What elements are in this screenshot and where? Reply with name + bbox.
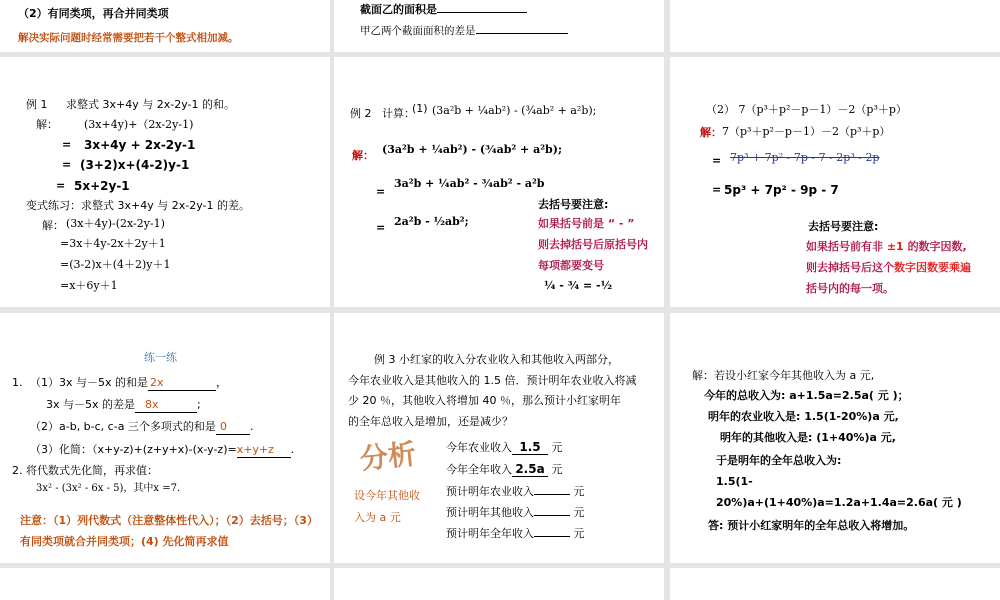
- variant-step-3: =(3-2)x＋(4＋2)y＋1: [60, 258, 171, 271]
- slide-1: [0, 0, 330, 52]
- step-3: 2a²b - ½ab²;: [394, 215, 469, 228]
- solution-line-2: 今年的总收入为: a+1.5a=2.5a( 元 )；: [704, 389, 909, 402]
- slide-6: [670, 57, 1000, 307]
- q1-b: 3x 与－5x 的差是 8x ;: [46, 398, 201, 411]
- example-line-2: 今年农业收入是其他收入的 1.5 倍．预计明年农业收入将减: [348, 374, 637, 387]
- step-1: 7（p³＋p²－p－1）－2（p³＋p）: [722, 125, 891, 138]
- q2: 2. 将代数式先化简，再求值：: [12, 464, 158, 477]
- solution-line-6: 1.5(1-: [716, 475, 753, 488]
- slide-7: [0, 313, 330, 563]
- slide-3: [670, 0, 1000, 52]
- answer-line: 答: 预计小红家明年的全年总收入将增加。: [708, 519, 915, 532]
- solution-label: 解：: [36, 118, 58, 131]
- note-line-2: 则去掉括号后原括号内: [538, 238, 648, 251]
- solution-line-4: 明年的其他收入是: (1+40%)a 元,: [720, 431, 896, 444]
- calc-label: 计算：: [382, 107, 415, 120]
- fraction-equation: ¼ - ¾ = -½: [544, 279, 613, 292]
- slide-9: [670, 313, 1000, 563]
- note-title: 去括号要注意:: [808, 220, 879, 233]
- step-2: 7p³ + 7p² - 7p - 7 - 2p³ - 2p: [730, 151, 880, 164]
- solution-line-1: 解：若设小红家今年其他收入为 a 元,: [692, 369, 875, 382]
- heading: （2）有同类项，再合并同类项: [18, 7, 169, 20]
- step-1: (3a²b + ¼ab²) - (¾ab² + a²b);: [382, 143, 563, 156]
- diff-line: 甲乙两个截面面积的差是: [360, 22, 568, 38]
- assume-line-1: 设今年其他收: [354, 489, 420, 502]
- row-4: 预计明年其他收入 元: [446, 506, 585, 519]
- row-5: 预计明年全年收入 元: [446, 527, 585, 540]
- example-line-1: 例 3 小红家的收入分农业收入和其他收入两部分，: [374, 353, 619, 366]
- note-line-1: 如果括号前是 “ - ”: [538, 217, 635, 230]
- note-line-3: 每项都要变号: [538, 259, 604, 272]
- problem-expr: (3a²b + ¼ab²) - (¾ab² + a²b);: [432, 104, 597, 117]
- q1-a: （1）3x 与－5x 的和是 2x ，: [30, 376, 228, 389]
- q2-expr: 3x² - (3x² - 6x - 5)，其中x =7.: [36, 483, 181, 494]
- example-text: 求整式 3x+4y 与 2x-2y-1 的和。: [66, 98, 235, 111]
- eq-2: =: [62, 138, 72, 151]
- note-title: 去括号要注意:: [538, 198, 609, 211]
- step-3: (3+2)x+(4-2)y-1: [80, 158, 190, 172]
- slide-11: [334, 568, 664, 600]
- assume-line-2: 入为 a 元: [354, 511, 401, 524]
- slide-4: [0, 57, 330, 307]
- eq-4: =: [56, 179, 66, 192]
- slide-12: [670, 568, 1000, 600]
- slide-10: [0, 568, 330, 600]
- example-label: 例 2: [350, 107, 372, 120]
- q1-c: （2）a-b, b-c, c-a 三个多项式的和是 0 .: [30, 420, 254, 433]
- slide-8: [334, 313, 664, 563]
- variant-step-1: (3x＋4y)-(2x-2y-1): [66, 217, 165, 230]
- solution-label: 解：: [700, 126, 722, 139]
- note-line-3: 括号内的每一项。: [806, 282, 894, 295]
- variant-text: 变式练习：求整式 3x+4y 与 2x-2y-1 的差。: [26, 199, 250, 212]
- q1-number: 1.: [12, 376, 23, 389]
- solution-line-3: 明年的农业收入是: 1.5(1-20%)a 元,: [708, 410, 899, 423]
- note-line-1: 如果括号前有非 ±1 的数字因数,: [806, 240, 967, 253]
- solution-line-7: 20%)a+(1+40%)a=1.2a+1.4a=2.6a( 元 ): [716, 496, 962, 509]
- slide-2: [334, 0, 664, 52]
- step-3: 5p³ + 7p² - 9p - 7: [724, 183, 839, 197]
- example-label: 例 1: [26, 98, 48, 111]
- eq-2: =: [376, 221, 386, 234]
- problem-expr: （2） 7（p³＋p²－p－1）－2（p³＋p）: [706, 103, 907, 116]
- row-3: 预计明年农业收入 元: [446, 485, 585, 498]
- slide-5: [334, 57, 664, 307]
- example-line-3: 少 20 ％，其他收入将增加 40 ％，那么预计小红家明年: [348, 394, 621, 407]
- solution-line-5: 于是明年的全年总收入为:: [716, 454, 842, 467]
- eq-1: =: [376, 185, 386, 198]
- subtext: 解决实际问题时经常需要把若干个整式相加减。: [18, 32, 239, 44]
- step-4: 5x+2y-1: [74, 179, 130, 193]
- step-1: (3x+4y)+（2x-2y-1): [84, 118, 194, 131]
- row-2: 今年全年收入 2.5a 元: [446, 462, 563, 476]
- analysis-title: 分析: [358, 437, 418, 476]
- variant-step-2: =3x＋4y-2x＋2y＋1: [60, 237, 166, 250]
- q1-d: （3）化简：（x+y-z)+(z+y+x)-(x-y-z)=x+y+z .: [30, 443, 295, 456]
- example-line-4: 的全年总收入是增加，还是减少？: [348, 415, 513, 428]
- practice-title: 练一练: [144, 351, 177, 364]
- solution2-label: 解：: [42, 219, 64, 232]
- step-2: 3x+4y + 2x-2y-1: [84, 138, 196, 152]
- eq-2: =: [712, 183, 722, 196]
- area-line: 截面乙的面积是: [360, 1, 527, 17]
- note: 注意：（1）列代数式（注意整体性代入）；（2）去括号；（3）有同类项就合并同类项；(4) 先化简再求值: [20, 514, 318, 548]
- eq-3: =: [62, 158, 72, 171]
- eq-1: =: [712, 154, 722, 167]
- variant-step-4: =x＋6y＋1: [60, 279, 118, 292]
- solution-label: 解：: [352, 149, 374, 162]
- problem-number: (1): [412, 102, 428, 115]
- step-2: 3a²b + ¼ab² - ¾ab² - a²b: [394, 177, 545, 190]
- row-1: 今年农业收入 1.5 元: [446, 440, 563, 454]
- note-line-2: 则去掉括号后这个数字因数要乘遍: [806, 261, 971, 274]
